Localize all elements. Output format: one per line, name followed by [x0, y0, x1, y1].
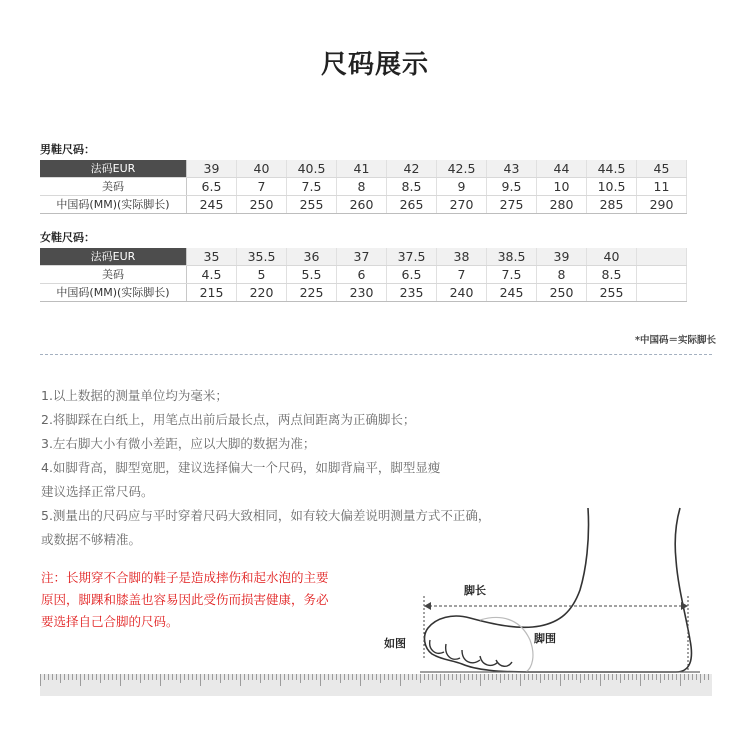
size-cell: 285	[587, 196, 637, 214]
warning-line: 注：长期穿不合脚的鞋子是造成摔伤和起水泡的主要	[41, 570, 329, 585]
footnote: *中国码＝实际脚长	[635, 335, 716, 346]
row-header: 美码	[40, 266, 187, 284]
size-cell: 35.5	[237, 248, 287, 266]
size-cell: 38.5	[487, 248, 537, 266]
example-label: 如图	[384, 637, 406, 650]
size-cell: 7.5	[287, 178, 337, 196]
row-header: 美码	[40, 178, 187, 196]
women-size-label: 女鞋尺码：	[40, 231, 95, 244]
size-cell: 220	[237, 284, 287, 302]
size-cell: 9	[437, 178, 487, 196]
note-line: 或数据不够精准。	[41, 532, 142, 547]
page-title: 尺码展示	[320, 50, 429, 80]
row-header: 法码EUR	[40, 160, 187, 178]
size-cell: 6	[337, 266, 387, 284]
size-cell: 40.5	[287, 160, 337, 178]
size-cell: 230	[337, 284, 387, 302]
size-cell: 42	[387, 160, 437, 178]
size-cell: 45	[637, 160, 687, 178]
note-line: 1.以上数据的测量单位均为毫米；	[41, 388, 228, 403]
size-cell: 255	[287, 196, 337, 214]
size-cell: 8.5	[387, 178, 437, 196]
size-cell: 9.5	[487, 178, 537, 196]
size-cell: 225	[287, 284, 337, 302]
ruler-icon	[40, 674, 712, 696]
size-cell: 8	[337, 178, 387, 196]
size-cell: 240	[437, 284, 487, 302]
warning-line: 要选择自己合脚的尺码。	[41, 614, 179, 629]
size-cell: 39	[537, 248, 587, 266]
size-cell: 7	[437, 266, 487, 284]
note-line: 5.测量出的尺码应与平时穿着尺码大致相同，如有较大偏差说明测量方式不正确，	[41, 508, 491, 523]
size-cell: 6.5	[187, 178, 237, 196]
size-cell: 235	[387, 284, 437, 302]
size-cell: 43	[487, 160, 537, 178]
size-cell: 5.5	[287, 266, 337, 284]
size-cell: 8	[537, 266, 587, 284]
size-cell: 215	[187, 284, 237, 302]
size-cell: 270	[437, 196, 487, 214]
size-cell: 39	[187, 160, 237, 178]
note-line: 4.如脚背高，脚型宽肥，建议选择偏大一个尺码，如脚背扁平，脚型显瘦	[41, 460, 441, 475]
size-cell: 255	[587, 284, 637, 302]
size-cell: 280	[537, 196, 587, 214]
size-cell: 35	[187, 248, 237, 266]
size-cell: 41	[337, 160, 387, 178]
note-line: 建议选择正常尺码。	[41, 484, 154, 499]
men-size-label: 男鞋尺码：	[40, 143, 95, 156]
row-header: 法码EUR	[40, 248, 187, 266]
size-cell: 10.5	[587, 178, 637, 196]
warning-line: 原因，脚踝和膝盖也容易因此受伤而损害健康，务必	[41, 592, 329, 607]
size-cell: 265	[387, 196, 437, 214]
foot-girth-label: 脚围	[534, 632, 556, 645]
size-cell: 275	[487, 196, 537, 214]
note-line: 2.将脚踩在白纸上，用笔点出前后最长点，两点间距离为正确脚长；	[41, 412, 416, 427]
size-cell: 5	[237, 266, 287, 284]
size-cell: 44.5	[587, 160, 637, 178]
size-cell: 8.5	[587, 266, 637, 284]
size-cell: 10	[537, 178, 587, 196]
size-cell: 38	[437, 248, 487, 266]
toes-icon	[430, 640, 512, 666]
row-header: 中国码(MM)(实际脚长)	[40, 284, 187, 302]
size-cell: 245	[487, 284, 537, 302]
size-cell: 6.5	[387, 266, 437, 284]
size-cell: 37.5	[387, 248, 437, 266]
size-cell: 40	[587, 248, 637, 266]
size-cell: 44	[537, 160, 587, 178]
row-header: 中国码(MM)(实际脚长)	[40, 196, 187, 214]
size-cell: 7	[237, 178, 287, 196]
size-cell: 11	[637, 178, 687, 196]
size-cell: 4.5	[187, 266, 237, 284]
size-cell: 290	[637, 196, 687, 214]
foot-length-label: 脚长	[464, 584, 486, 597]
size-cell: 245	[187, 196, 237, 214]
size-cell: 36	[287, 248, 337, 266]
size-cell: 250	[237, 196, 287, 214]
size-cell: 250	[537, 284, 587, 302]
note-line: 3.左右脚大小有微小差距，应以大脚的数据为准；	[41, 436, 316, 451]
size-cell: 37	[337, 248, 387, 266]
size-cell: 42.5	[437, 160, 487, 178]
size-cell: 260	[337, 196, 387, 214]
size-cell: 7.5	[487, 266, 537, 284]
size-cell: 40	[237, 160, 287, 178]
